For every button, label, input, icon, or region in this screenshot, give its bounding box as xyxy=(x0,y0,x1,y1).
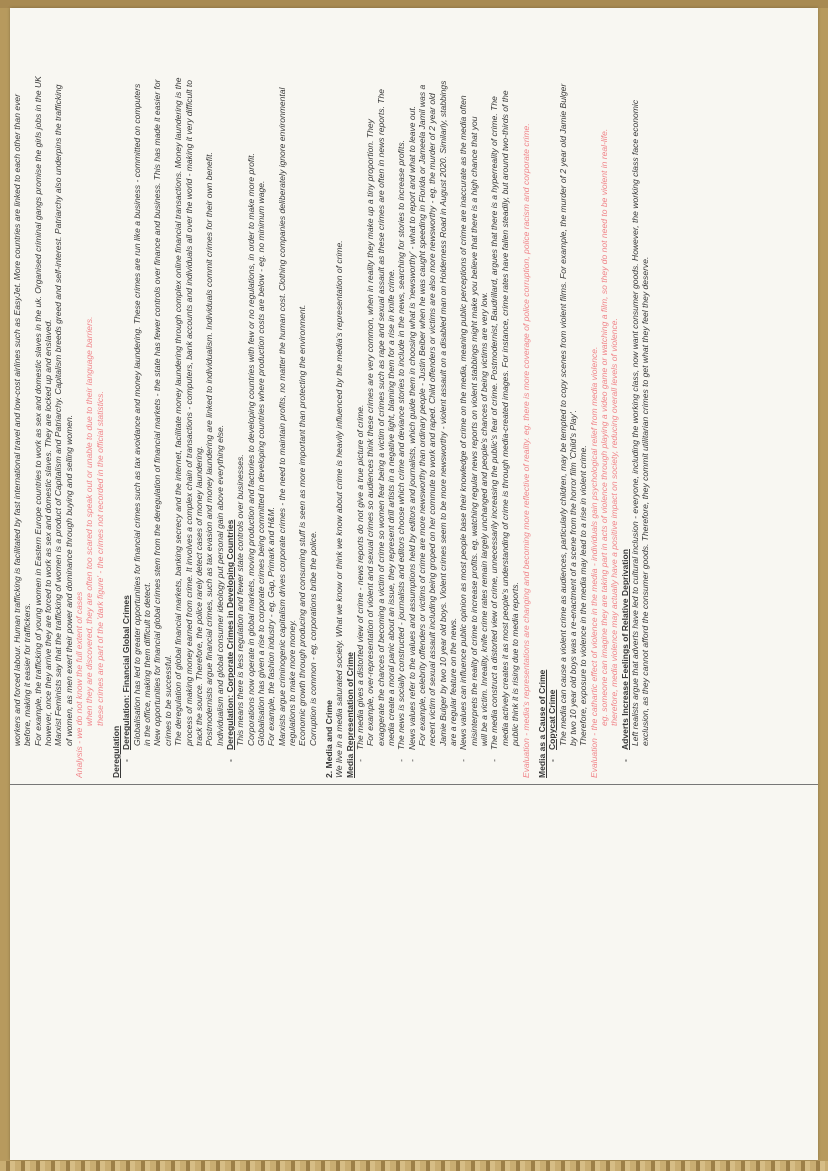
rotated-page xyxy=(10,8,818,1160)
line-text: process of making money earned from crime. It involves a complex chain of transactions - computers, bank accounts and individuals all over the world - making it very difficult to xyxy=(183,79,194,746)
section-heading xyxy=(620,16,630,778)
bullet-marker: - xyxy=(406,759,417,762)
text-line xyxy=(95,16,105,778)
line-text: exclusion, as they cannot afford the consumer goods. Therefore, they commit utilitarian crimes to get what they feel they deserve. xyxy=(640,256,651,746)
text-line xyxy=(53,16,63,778)
text-line xyxy=(84,16,94,778)
line-text: exaggerate the chances of becoming a victim of crime so women fear being a victim of crimes such as rape and sexual assault as these crimes are often in news reports. The xyxy=(375,88,386,746)
line-text: Corporations now operate in global markets, moving production and factories to developing countries with few or no regulations, in order to make more profit. xyxy=(245,153,256,746)
line-text: by two 10 year old boys was a re-enactment of a scene from the horror film 'Child's Play'. xyxy=(567,410,578,746)
text-line xyxy=(132,16,142,778)
text-line xyxy=(458,16,468,778)
text-line xyxy=(599,16,609,778)
line-text: eg. someone can imagine they are taking part in acts of violence through playing a video game or watching a film, so they do not need to be violent in real-life. xyxy=(598,128,609,726)
text-line xyxy=(438,16,448,778)
text-line xyxy=(142,16,152,778)
text-line xyxy=(427,16,437,778)
line-text: Left realists argue that adverts have led to cultural inclusion - everyone, including the working class, now want consumer goods. However, the working class face economic xyxy=(629,99,640,746)
text-line xyxy=(386,16,396,778)
line-text: public think it is rising due to media reports. xyxy=(510,582,521,746)
text-line xyxy=(277,16,287,778)
line-text: Evaluation - the cathartic effect of violence in the media - individuals gain psychological relief from media violence. xyxy=(588,346,599,778)
text-line xyxy=(407,16,417,778)
text-line xyxy=(287,16,297,778)
line-text: Globalisation has led to greater opportunities for financial crimes such as tax avoidance and money laundering. These crimes are run like a business - committed on computers xyxy=(131,83,142,746)
text-line xyxy=(334,16,344,778)
text-line xyxy=(12,16,22,778)
text-line xyxy=(489,16,499,778)
line-text: Deregulation xyxy=(111,725,122,778)
line-text: in the office, making them difficult to detect. xyxy=(142,582,153,746)
line-text: Analysis - we do not know the full extent of cases xyxy=(74,591,85,778)
text-line xyxy=(246,16,256,778)
line-text: We live in a media saturated society. What we know or think we know about crime is heavily influenced by the media's representation of crime. xyxy=(334,240,345,778)
bullet-marker: - xyxy=(489,759,500,762)
line-text: misinterprets the reality of crime to increase profits. eg. watching regular news reports on violent stabbings might make you believe that there is a high chance that you xyxy=(468,116,479,746)
text-line xyxy=(589,16,599,778)
desk-top-edge xyxy=(0,0,828,8)
line-text: Corruption is common - eg. corporations bribe the police. xyxy=(307,530,318,746)
text-line xyxy=(396,16,406,778)
line-text: crimes to be successful. xyxy=(162,654,173,746)
line-text: Deregulation: Corporate Crimes in Developing Countries xyxy=(224,519,235,750)
text-line xyxy=(578,16,588,778)
line-text: For example, the fashion industry - eg. Gap, Primark and H&M. xyxy=(266,507,277,746)
line-text: Therefore, exposure to violence in the media may lead to a rise in violent crime. xyxy=(578,445,589,746)
line-text: will be a victim. Inreality, knife crime rates remain largely unchanged and people's chances of being victims are very low. xyxy=(479,292,490,746)
line-text: these crimes are part of the 'dark figure' - the crimes not recorded in the official statistics. xyxy=(94,391,105,726)
text-line xyxy=(376,16,386,778)
paper-sheet xyxy=(10,8,818,1160)
bullet-marker: - xyxy=(224,759,235,762)
text-line xyxy=(204,16,214,778)
line-text: regulations to make more money. xyxy=(286,619,297,746)
line-text: media create a moral panic about an issue, they represent drill artists in a negative light, blaming them for a rise in knife crime. xyxy=(386,269,397,746)
text-line xyxy=(297,16,307,778)
line-text: Media Representation of Crime xyxy=(344,652,355,778)
text-line xyxy=(479,16,489,778)
line-text: The deregulation of global financial markets, banking secrecy and the internet, facilitate money laundering through complex online financial transactions. Money laundering is the xyxy=(173,77,184,746)
line-text: therefore, media violence may actually have a positive impact on society, reducing overall levels of violence. xyxy=(609,318,620,726)
line-text: The media gives a distorted view of crime - news reports do not give a true picture of crime. xyxy=(355,404,365,750)
line-text: Marxist Feminists say that the trafficking of women is a product of Capitalism and Patriarchy. Capitalism breeds greed and self-interest. Patriarchy also underpins the trafficking xyxy=(53,84,64,746)
line-text: For example, over-representation of violent and sexual crimes so audiences think these crimes are very common, when in reality they make up a tiny proportion. They xyxy=(365,119,376,746)
text-line xyxy=(324,16,334,778)
text-line xyxy=(500,16,510,778)
text-line xyxy=(521,16,531,778)
line-text: Adverts Increase Feelings of Relative Deprivation xyxy=(619,549,630,750)
line-text: before, making it easier for traffickers. xyxy=(22,603,33,746)
text-line xyxy=(448,16,458,778)
text-line xyxy=(64,16,74,778)
text-line xyxy=(355,16,365,778)
text-line xyxy=(365,16,375,778)
line-text: The media can cause a violent crime as audiences, particularly children, may be tempted to copy scenes from violent films. For example, the murder of 2 year old Jamie Bulger xyxy=(557,83,568,746)
text-line xyxy=(609,16,619,778)
line-text: New opportunities for financial global crimes stem from the deregulation of financial markets - the state has fewer controls over finance and business. This has made it easier for xyxy=(152,79,163,746)
line-text: Deregulation: Financial Global Crimes xyxy=(121,595,132,750)
section-heading xyxy=(111,16,121,778)
text-line xyxy=(194,16,204,778)
line-text: This means there is less regulation and fewer state controls over businesses. xyxy=(235,454,246,746)
line-text: For example, celebrity offenders or victims of crime are more newsworthy than ordinary people - Justin Beiber when he was caught speeding in Florida or Jameela Jamil was a xyxy=(417,84,428,746)
text-line xyxy=(469,16,479,778)
section-heading xyxy=(547,16,557,778)
section-heading xyxy=(121,16,131,778)
text-line xyxy=(510,16,520,778)
text-line xyxy=(256,16,266,778)
text-line xyxy=(235,16,245,778)
section-heading xyxy=(225,16,235,778)
line-text: News values refer to the values and assumptions held by editors and journalists, which guide them in choosing what is 'newsworthy' - what to report and what to leave out. xyxy=(406,105,417,750)
line-text: Individualism and global consumer ideology put personal gain above everything else. xyxy=(214,424,225,746)
text-line xyxy=(22,16,32,778)
line-text: workers and forced labour. Human trafficking is facilitated by fast international travel and low-cost airlines such as EasyJet. More countries are linked to each other than ever xyxy=(12,94,22,746)
text-line xyxy=(640,16,650,778)
line-text: 2. Media and Crime xyxy=(323,700,334,778)
line-text: track the source. Therefore, the police rarely detect cases of money laundering. xyxy=(193,445,204,746)
blank-notes-column xyxy=(10,784,818,1160)
line-text: Evaluation - media's representations are changing and becoming more reflective of reality. eg. there is more coverage of police corruption, police racism and corporate crime. xyxy=(520,123,531,778)
line-text: Economic growth through producing and consuming stuff is seen as more important than protecting the environment. xyxy=(297,304,308,746)
text-line xyxy=(558,16,568,778)
line-text: however, once they arrive they are forced to work as sex and domestic slaves. They are locked up and enslaved. xyxy=(43,319,54,746)
text-line xyxy=(163,16,173,778)
line-text: when they are discovered, they are often too scared to speak out or unable to due to their language barriers. xyxy=(84,316,95,726)
line-text: The media construct a distorted view of crime, unnecessarily increasing the public's fear of crime. Postmodernist, Baudrillard, argues that there is a hyperreality of crime. The xyxy=(489,96,500,750)
line-text: For example, the trafficking of young women in Eastern Europe countries to work as sex and domestic slaves in the uk. Organised criminal gangs promise the girls jobs in the UK xyxy=(32,76,43,746)
bullet-marker: - xyxy=(121,759,132,762)
line-text: media actively creates it as most people's understanding of crime is through media-created images. For instance, crime rates have fallen steadily, but around two-thirds of the xyxy=(499,90,510,746)
line-text: recent victim of sexual assault including being groped on her commute to work and raped. Child offenders or victims are also more newsworthy - eg. the murder of 2 year old xyxy=(427,93,438,746)
line-text: Globalisation has given a rise to corporate crimes being committed in developing countries where production costs are below - eg. no minimum wage. xyxy=(255,180,266,746)
text-line xyxy=(74,16,84,778)
text-line xyxy=(152,16,162,778)
text-line xyxy=(33,16,43,778)
line-text: Marxists argue criminogenic capitalism drives corporate crimes - the need to maintain profits, no matter the human cost. Clothing companies deliberately ignore environmental xyxy=(276,87,287,746)
text-line xyxy=(308,16,318,778)
section-heading xyxy=(537,16,547,778)
bullet-marker: - xyxy=(547,759,558,762)
line-text: Copycat Crime xyxy=(547,689,558,750)
line-text: Media as a Cause of Crime xyxy=(536,669,547,778)
text-line xyxy=(630,16,640,778)
line-text: are a regular feature on the news. xyxy=(448,617,459,746)
section-heading xyxy=(345,16,355,778)
bullet-marker: - xyxy=(458,759,469,762)
text-line xyxy=(568,16,578,778)
text-line xyxy=(184,16,194,778)
text-line xyxy=(173,16,183,778)
text-line xyxy=(215,16,225,778)
line-text: Jamie Bulger by two 10 year old boys. Violent crimes seem to be more newsworthy - violent assault on a disabled man on Holderness Road in August 2020. Similarly, stabbings xyxy=(437,80,448,746)
line-text: News values can influence public opinion as most people base their knowledge of crime on the media, meaning public perceptions of crime are inaccurate as the media often xyxy=(458,95,469,750)
notes-text-column xyxy=(12,16,812,778)
line-text: Postmodernists argue financial crimes, such as tax evasion and money laundering are linked to individualism. Individuals commit crimes for their own benefit. xyxy=(204,152,215,746)
bullet-marker: - xyxy=(396,759,407,762)
text-line xyxy=(266,16,276,778)
line-text: of women, as men exert their power and dominance through buying and selling women. xyxy=(63,414,74,746)
text-line xyxy=(43,16,53,778)
line-text: The news is socially constructed - journalists and editors choose which crime and deviance stories to include in the news, searching for stories to increase profits. xyxy=(396,140,407,750)
text-line xyxy=(417,16,427,778)
desk-bottom-edge xyxy=(0,1161,828,1171)
bullet-marker: - xyxy=(355,759,365,762)
bullet-marker: - xyxy=(619,759,630,762)
